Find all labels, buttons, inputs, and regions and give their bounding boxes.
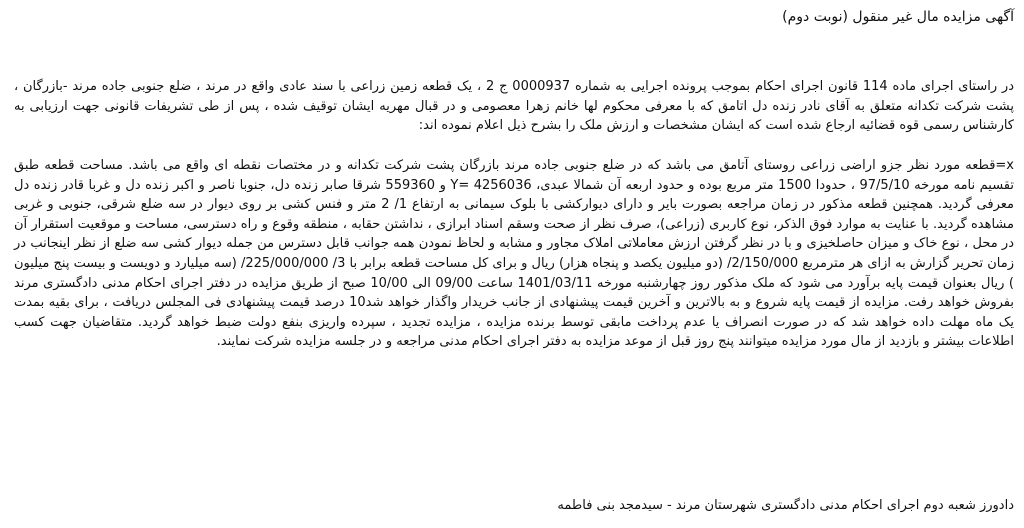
- notice-signature: دادورز شعبه دوم اجرای احکام مدنی دادگستری شهرستان مرند - سیدمجد بنی فاطمه: [557, 498, 1014, 513]
- notice-intro-paragraph: در راستای اجرای ماده 114 قانون اجرای احکام بموجب پرونده اجرایی به شماره 0000937 ج 2 ، یک قطعه زمین زراعی با سند عادی واقع در مرند ، ضلع جنوبی جاده مرند -بازرگان ، پشت شرکت تکدانه متعلق به آقای نادر زنده دل اتامق که با معرفی محکوم لها خانم زهرا معصومی و در قبال مهریه ایشان توقیف شده ، پس از طی تشریفات قانونی جهت ارزیابی به کارشناس رسمی قوه قضائیه ارجاع شده است که ایشان مشخصات و ارزش ملک را بشرح ذیل اعلام نموده اند:: [14, 79, 1014, 134]
- notice-title: آگهی مزایده مال غیر منقول (نوبت دوم): [782, 9, 1014, 25]
- notice-body-paragraph: x=قطعه مورد نظر جزو اراضی زراعی روستای آتامق می باشد که در ضلع جنوبی جاده مرند بازرگان پشت شرکت تکدانه و در مختصات نقطه ای واقع می باشد. مساحت قطعه طبق تقسیم نامه مورخه 97/5/10 ، حدودا 1500 متر مربع بوده و حدود اربعه آن شمالا عبدی، 4256036 =Y و 559360 شرقا صابر زنده دل، جنوبا ناصر و اکبر زنده دل و غربا قادر زنده دل معرفی گردید. همچنین قطعه مذکور در زمان مراجعه بصورت بایر و دارای دیوارکشی با بلوک سیمانی به ارتفاع 1/ 2 متر و فنس کشی بر روی دیوار در سه ضلع شرقی، جنوبی و غربی مشاهده گردید. با عنایت به موارد فوق الذکر، نوع کاربری (زراعی)، صرف نظر از صحت وسقم اسناد ابرازی ، نداشتن حقابه ، منطقه وقوع و راه دسترسی، مساحت و موقعیت استقرار آن در محل ، نوع خاک و میزان حاصلخیزی و با در نظر گرفتن ارزش معاملاتی املاک مجاور و مشابه و لحاظ نمودن همه جوانب قابل دسترس من جمله دیوار کشی سه ضلع از نظر اینجانب در زمان تحریر گزارش به ازای هر مترمربع 2/150/000/ (دو میلیون یکصد و پنجاه هزار) ریال و برای کل مساحت قطعه برابر با 3/ 225/000/000/ (سه میلیارد و دویست و بیست پنج میلیون ) ریال بعنوان قیمت پایه برآورد می شود که ملک مذکور روز چهارشنبه مورخه 1401/03/11 ساعت 09/00 الی 10/00 صبح از طریق مزایده در دفتر اجرای احکام مدنی دادگستری مرند بفروش خواهد رفت. مزایده از قیمت پایه شروع و به بالاترین و آخرین قیمت پیشنهادی از جانب خریدار واگذار خواهد شد10 درصد قیمت پیشنهادی فی المجلس دریافت ، برای بقیه بمدت یک ماه مهلت داده خواهد شد که در صورت انصراف یا عدم پرداخت مابقی توسط برنده مزایده ، مزایده تجدید ، سپرده واریزی بنفع دولت ضبط خواهد گردید. متقاضیان جهت کسب اطلاعات بیشتر و بازدید از مال مورد مزایده میتوانند پنج روز قبل از موعد مزایده به دفتر اجرای احکام مدنی مراجعه و در جلسه مزایده شرکت نمایند.: [14, 158, 1015, 350]
